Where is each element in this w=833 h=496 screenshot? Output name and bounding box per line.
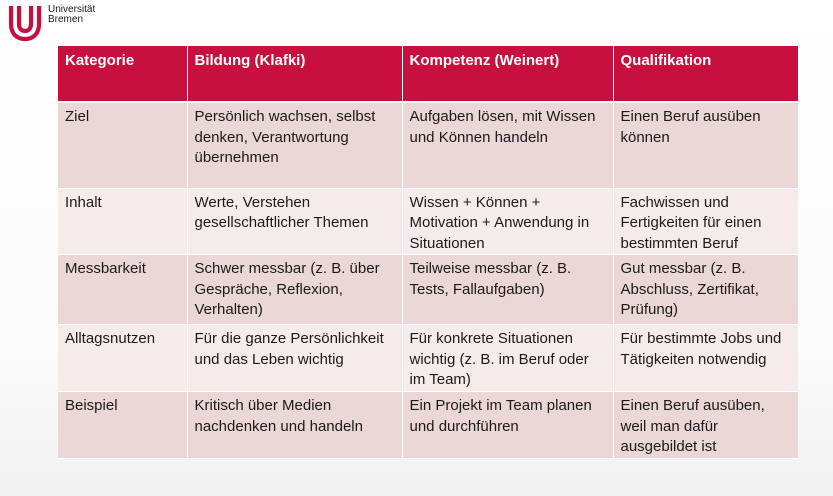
cell-bildung: Werte, Verstehen gesellschaftlicher Themen (187, 188, 402, 255)
university-name (48, 5, 95, 25)
cell-kategorie: Messbarkeit (58, 255, 187, 325)
university-logo (8, 4, 95, 42)
header-qualifikation: Qualifikation (613, 46, 798, 102)
table-row (58, 255, 798, 325)
cell-qualifikation: Gut messbar (z. B. Abschluss, Zertifikat, Prüfung) (613, 255, 798, 325)
cell-kategorie: Alltagsnutzen (58, 325, 187, 392)
university-name-line2: Bremen (48, 14, 84, 25)
cell-kompetenz: Ein Projekt im Team planen und durchführen (402, 392, 613, 459)
table-row (58, 392, 798, 459)
comparison-table (58, 46, 798, 459)
cell-qualifikation: Fachwissen und Fertigkeiten für einen bestimmten Beruf (613, 188, 798, 255)
cell-kompetenz: Aufgaben lösen, mit Wissen und Können handeln (402, 102, 613, 188)
cell-bildung: Persönlich wachsen, selbst denken, Verantwortung übernehmen (187, 102, 402, 188)
cell-qualifikation: Einen Beruf ausüben können (613, 102, 798, 188)
cell-kompetenz: Teilweise messbar (z. B. Tests, Fallaufgaben) (402, 255, 613, 325)
table-header-row (58, 46, 798, 102)
university-name-line1: Universität (48, 4, 96, 15)
cell-kompetenz: Für konkrete Situationen wichtig (z. B. im Beruf oder im Team) (402, 325, 613, 392)
cell-kategorie: Ziel (58, 102, 187, 188)
cell-kategorie: Inhalt (58, 188, 187, 255)
cell-kompetenz: Wissen + Können + Motivation + Anwendung in Situationen (402, 188, 613, 255)
header-kompetenz: Kompetenz (Weinert) (402, 46, 613, 102)
table-row (58, 325, 798, 392)
header-kategorie: Kategorie (58, 46, 187, 102)
cell-bildung: Für die ganze Persönlichkeit und das Leben wichtig (187, 325, 402, 392)
header-bildung: Bildung (Klafki) (187, 46, 402, 102)
cell-qualifikation: Einen Beruf ausüben, weil man dafür ausgebildet ist (613, 392, 798, 459)
table-row (58, 188, 798, 255)
cell-bildung: Schwer messbar (z. B. über Gespräche, Reflexion, Verhalten) (187, 255, 402, 325)
comparison-table-container (58, 46, 798, 459)
uni-bremen-u-logo-icon (8, 4, 42, 42)
table-row (58, 102, 798, 188)
cell-bildung: Kritisch über Medien nachdenken und handeln (187, 392, 402, 459)
cell-kategorie: Beispiel (58, 392, 187, 459)
cell-qualifikation: Für bestimmte Jobs und Tätigkeiten notwendig (613, 325, 798, 392)
